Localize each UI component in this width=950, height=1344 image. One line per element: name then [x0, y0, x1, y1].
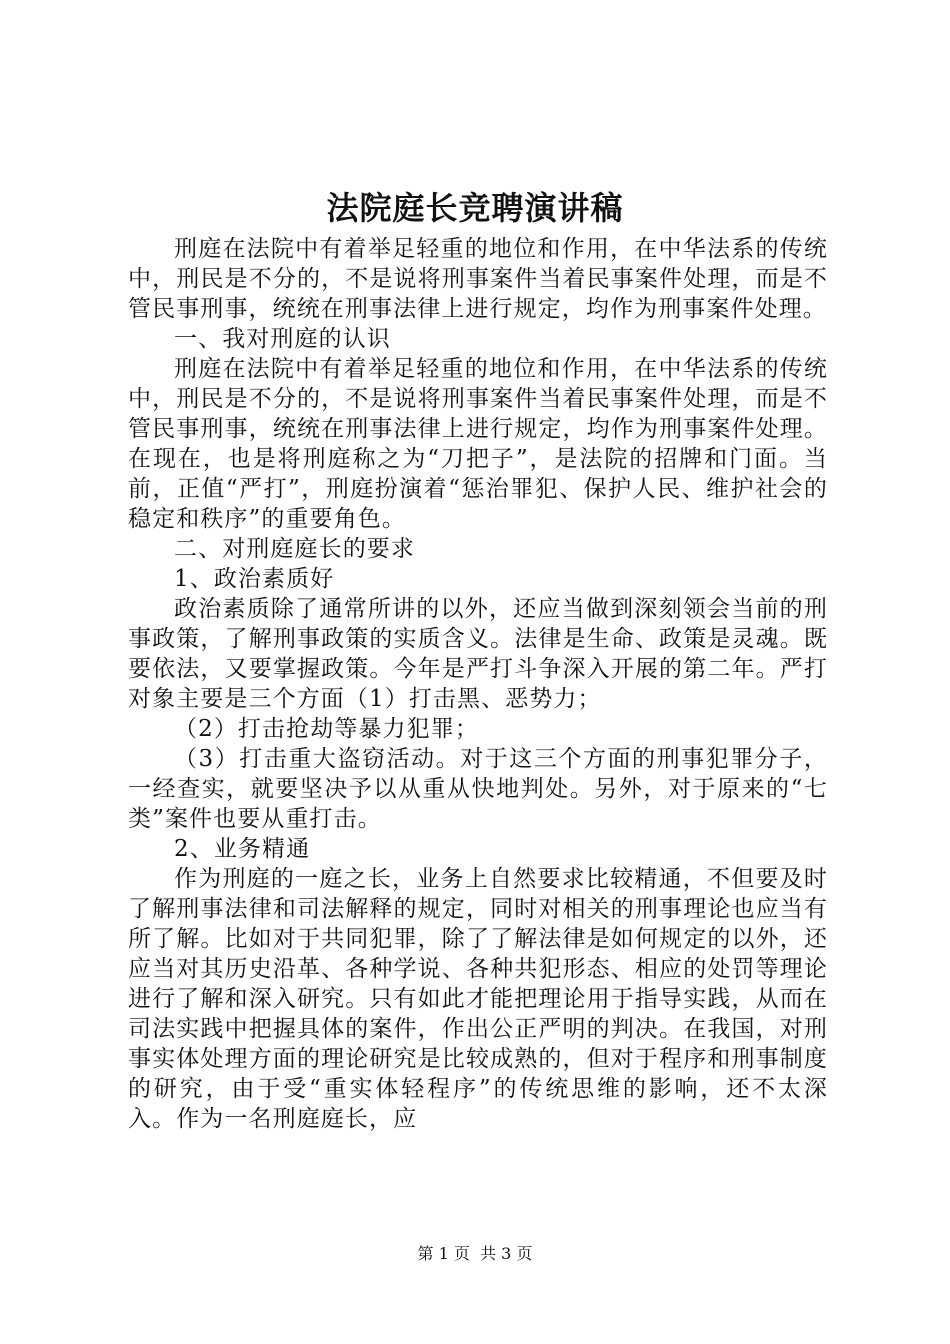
- paragraph-item-2: （2）打击抢劫等暴力犯罪；: [174, 716, 479, 742]
- paragraph-item-3: （3）打击重大盗窃活动。对于这三个方面的刑事犯罪分子，一经查实，就要坚决予以从重从快地判处。另外，对于原来的“七类”案件也要从重打击。: [128, 746, 828, 832]
- page-footer: [0, 1242, 950, 1266]
- subheading-2: 2、业务精通: [174, 836, 311, 862]
- document-body: [128, 234, 828, 1134]
- paragraph-political: 政治素质除了通常所讲的以外，还应当做到深刻领会当前的刑事政策，了解刑事政策的实质含义。法律是生命、政策是灵魂。既要依法，又要掌握政策。今年是严打斗争深入开展的第二年。严打对象主要是三个方面（1）打击黑、恶势力；: [128, 596, 828, 712]
- section-heading-2: 二、对刑庭庭长的要求: [174, 536, 415, 562]
- subheading-1: 1、政治素质好: [174, 566, 335, 592]
- paragraph-intro: 刑庭在法院中有着举足轻重的地位和作用，在中华法系的传统中，刑民是不分的，不是说将刑事案件当着民事案件处理，而是不管民事刑事，统统在刑事法律上进行规定，均作为刑事案件处理。: [128, 236, 828, 322]
- document-title: 法院庭长竞聘演讲稿: [326, 189, 624, 227]
- page-number-label: 第 1 页 共 3 页: [417, 1244, 533, 1263]
- paragraph-section-1: 刑庭在法院中有着举足轻重的地位和作用，在中华法系的传统中，刑民是不分的，不是说将刑事案件当着民事案件处理，而是不管民事刑事，统统在刑事法律上进行规定，均作为刑事案件处理。在现在，也是将刑庭称之为“刀把子”，是法院的招牌和门面。当前，正值“严打”，刑庭扮演着“惩治罪犯、保护人民、维护社会的稳定和秩序”的重要角色。: [128, 356, 828, 532]
- paragraph-business: 作为刑庭的一庭之长，业务上自然要求比较精通，不但要及时了解刑事法律和司法解释的规定，同时对相关的刑事理论也应当有所了解。比如对于共同犯罪，除了了解法律是如何规定的以外，还应当对其历史沿革、各种学说、各种共犯形态、相应的处罚等理论进行了解和深入研究。只有如此才能把理论用于指导实践，从而在司法实践中把握具体的案件，作出公正严明的判决。在我国，对刑事实体处理方面的理论研究是比较成熟的，但对于程序和刑事制度的研究，由于受“重实体轻程序”的传统思维的影响，还不太深入。作为一名刑庭庭长，应: [128, 866, 828, 1132]
- section-heading-1: 一、我对刑庭的认识: [174, 326, 391, 352]
